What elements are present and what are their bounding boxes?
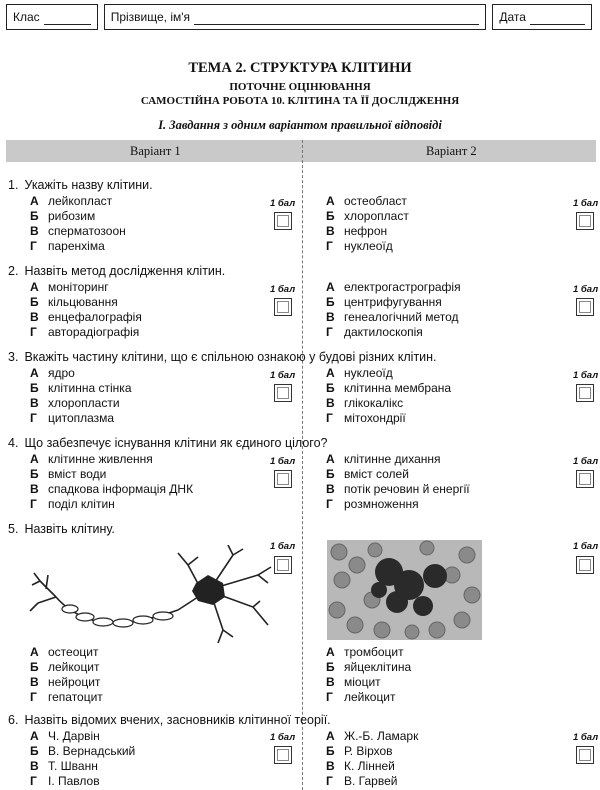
option-letter: А [30, 452, 39, 466]
question-3-text [8, 350, 437, 364]
answer-checkbox[interactable] [576, 212, 594, 230]
answer-option [30, 482, 193, 497]
option-text: хлоропласт [344, 209, 409, 223]
option-text: лейкопласт [48, 194, 113, 208]
score-label: 1 бал [573, 541, 599, 552]
option-text: клітинна мембрана [344, 381, 452, 395]
answer-option [30, 759, 135, 774]
option-text: центрифугування [344, 295, 442, 309]
question-text: Що забезпечує існування клітини як єдиного цілого? [24, 436, 328, 450]
question-4-text [8, 436, 327, 450]
option-text: дактилоскопія [344, 325, 423, 339]
option-letter: Б [30, 381, 39, 395]
answer-option [30, 194, 126, 209]
answer-checkbox[interactable] [576, 470, 594, 488]
option-letter: В [30, 396, 39, 410]
option-text: Т. Шванн [48, 759, 98, 773]
question-number: 3. [8, 350, 19, 364]
answer-option [326, 675, 411, 690]
option-letter: В [326, 224, 335, 238]
variant-bar [6, 140, 596, 162]
option-text: глікокалікс [344, 396, 404, 410]
option-text: цитоплазма [48, 411, 115, 425]
score-label: 1 бал [573, 732, 599, 743]
answer-option [30, 209, 126, 224]
question-5-variant-1-options [30, 645, 103, 705]
answer-option [30, 660, 103, 675]
answer-option [30, 310, 142, 325]
answer-option [326, 660, 411, 675]
option-letter: Г [326, 239, 333, 253]
answer-option [30, 675, 103, 690]
score-label: 1 бал [573, 198, 599, 209]
option-letter: Б [30, 744, 39, 758]
question-number: 4. [8, 436, 19, 450]
question-5-variant-2-options [326, 645, 411, 705]
option-text: хлоропласти [48, 396, 120, 410]
option-letter: Г [326, 774, 333, 788]
option-letter: Б [326, 467, 335, 481]
option-text: електрогастрографія [344, 280, 461, 294]
option-text: енцефалографія [48, 310, 142, 324]
neuron-image [28, 545, 273, 645]
option-letter: Г [326, 690, 333, 704]
option-text: нефрон [344, 224, 388, 238]
score-label: 1 бал [270, 732, 296, 743]
question-text: Назвіть метод дослідження клітин. [24, 264, 226, 278]
option-letter: А [30, 280, 39, 294]
option-text: клітинне живлення [48, 452, 153, 466]
question-text: Назвіть клітину. [24, 522, 115, 536]
class-label: Клас [13, 10, 40, 24]
answer-checkbox[interactable] [576, 746, 594, 764]
answer-option [326, 310, 461, 325]
answer-checkbox[interactable] [576, 556, 594, 574]
answer-option [326, 209, 409, 224]
answer-checkbox[interactable] [274, 298, 292, 316]
date-label: Дата [499, 10, 526, 24]
option-letter: В [30, 224, 39, 238]
option-text: клітинне дихання [344, 452, 441, 466]
class-field[interactable] [6, 4, 98, 30]
answer-option [326, 645, 411, 660]
score-label: 1 бал [573, 370, 599, 381]
answer-option [30, 224, 126, 239]
answer-option [30, 774, 135, 789]
answer-option [326, 295, 461, 310]
option-letter: Г [30, 497, 37, 511]
score-label: 1 бал [270, 198, 296, 209]
option-letter: В [326, 396, 335, 410]
option-text: ядро [48, 366, 75, 380]
option-letter: В [326, 675, 335, 689]
answer-option [326, 224, 409, 239]
blood-smear-image [327, 540, 482, 640]
option-letter: А [326, 366, 335, 380]
option-letter: А [30, 729, 39, 743]
answer-option [30, 452, 193, 467]
option-letter: А [326, 729, 335, 743]
option-letter: Б [326, 209, 335, 223]
option-letter: Б [30, 209, 39, 223]
option-text: авторадіографія [48, 325, 140, 339]
option-text: лейкоцит [344, 690, 396, 704]
answer-checkbox[interactable] [274, 212, 292, 230]
subtitle-work: САМОСТІЙНА РОБОТА 10. КЛІТИНА ТА ЇЇ ДОСЛІДЖЕННЯ [140, 95, 460, 107]
option-letter: В [30, 675, 39, 689]
option-text: остеоцит [48, 645, 99, 659]
answer-option [326, 467, 470, 482]
question-text: Вкажіть частину клітини, що є спільною ознакою у будові різних клітин. [24, 350, 437, 364]
option-text: нейроцит [48, 675, 101, 689]
option-letter: Б [30, 295, 39, 309]
option-letter: А [326, 452, 335, 466]
option-text: розмноження [344, 497, 419, 511]
answer-option [326, 744, 418, 759]
question-6-variant-1-options [30, 729, 135, 789]
name-label: Прізвище, ім'я [110, 10, 191, 24]
option-text: спадкова інформація ДНК [48, 482, 194, 496]
option-letter: Г [30, 239, 37, 253]
question-number: 2. [8, 264, 19, 278]
answer-option [30, 280, 142, 295]
variant-2-label: Варіант 2 [426, 144, 477, 158]
answer-option [326, 729, 418, 744]
option-text: Р. Вірхов [344, 744, 393, 758]
option-text: нуклеоїд [344, 366, 393, 380]
answer-checkbox[interactable] [274, 384, 292, 402]
column-divider [302, 140, 303, 790]
answer-option [30, 467, 193, 482]
answer-option [30, 381, 132, 396]
question-6-text [8, 713, 331, 727]
question-3-variant-2-options [326, 366, 451, 426]
answer-option [30, 645, 103, 660]
option-letter: А [30, 194, 39, 208]
question-text: Укажіть назву клітини. [24, 178, 153, 192]
variant-1-label: Варіант 1 [130, 144, 181, 158]
answer-checkbox[interactable] [274, 746, 292, 764]
option-text: тромбоцит [344, 645, 404, 659]
option-text: сперматозоон [48, 224, 126, 238]
answer-option [326, 381, 451, 396]
subtitle-assessment: ПОТОЧНЕ ОЦІНЮВАННЯ [229, 81, 371, 93]
answer-option [30, 690, 103, 705]
score-label: 1 бал [573, 284, 599, 295]
option-text: І. Павлов [48, 774, 100, 788]
option-letter: Г [326, 411, 333, 425]
answer-checkbox[interactable] [274, 470, 292, 488]
option-text: лейкоцит [48, 660, 100, 674]
option-text: вміст води [48, 467, 107, 481]
question-1-variant-1-options [30, 194, 126, 254]
option-text: моніторинг [48, 280, 109, 294]
option-letter: В [326, 759, 335, 773]
date-field[interactable] [492, 4, 592, 30]
option-letter: А [326, 280, 335, 294]
option-letter: Г [30, 774, 37, 788]
question-2-variant-2-options [326, 280, 461, 340]
option-text: Ч. Дарвін [48, 729, 100, 743]
answer-option [30, 396, 132, 411]
page-title: ТЕМА 2. СТРУКТУРА КЛІТИНИ [188, 60, 412, 76]
answer-option [326, 452, 470, 467]
option-letter: Б [326, 295, 335, 309]
answer-option [30, 366, 132, 381]
question-1-variant-2-options [326, 194, 409, 254]
answer-option [326, 396, 451, 411]
header-row [6, 4, 592, 34]
option-text: клітинна стінка [48, 381, 132, 395]
question-2-text [8, 264, 225, 278]
option-text: потік речовин й енергії [344, 482, 470, 496]
answer-option [326, 194, 409, 209]
score-label: 1 бал [270, 541, 296, 552]
option-text: мітохондрії [344, 411, 406, 425]
question-4-variant-2-options [326, 452, 470, 512]
answer-option [326, 497, 470, 512]
option-text: генеалогічний метод [344, 310, 459, 324]
option-letter: Г [326, 325, 333, 339]
answer-option [326, 690, 411, 705]
question-5-text [8, 522, 115, 536]
answer-checkbox[interactable] [576, 298, 594, 316]
score-label: 1 бал [270, 284, 296, 295]
option-text: гепатоцит [48, 690, 103, 704]
answer-checkbox[interactable] [576, 384, 594, 402]
question-1-text [8, 178, 153, 192]
answer-checkbox[interactable] [274, 556, 292, 574]
score-label: 1 бал [270, 456, 296, 467]
answer-option [326, 366, 451, 381]
question-number: 1. [8, 178, 19, 192]
answer-option [30, 497, 193, 512]
option-text: К. Лінней [344, 759, 395, 773]
option-text: поділ клітин [48, 497, 115, 511]
question-3-variant-1-options [30, 366, 132, 426]
option-letter: Б [326, 660, 335, 674]
score-label: 1 бал [573, 456, 599, 467]
answer-option [30, 325, 142, 340]
option-text: В. Вернадський [48, 744, 136, 758]
option-text: міоцит [344, 675, 381, 689]
answer-option [326, 774, 418, 789]
option-text: вміст солей [344, 467, 409, 481]
option-text: нуклеоїд [344, 239, 393, 253]
option-text: кільцювання [48, 295, 118, 309]
answer-option [30, 744, 135, 759]
option-letter: Б [326, 381, 335, 395]
score-label: 1 бал [270, 370, 296, 381]
option-text: яйцеклітина [344, 660, 412, 674]
question-2-variant-1-options [30, 280, 142, 340]
option-text: В. Гарвей [344, 774, 398, 788]
question-number: 5. [8, 522, 19, 536]
option-letter: В [30, 482, 39, 496]
answer-option [30, 411, 132, 426]
option-letter: Г [30, 411, 37, 425]
option-letter: В [30, 310, 39, 324]
option-text: остеобласт [344, 194, 407, 208]
answer-option [30, 729, 135, 744]
answer-option [326, 239, 409, 254]
option-text: Ж.-Б. Ламарк [344, 729, 419, 743]
answer-option [30, 239, 126, 254]
option-letter: Б [326, 744, 335, 758]
answer-option [326, 759, 418, 774]
answer-option [326, 325, 461, 340]
question-text: Назвіть відомих вчених, засновників клітинної теорії. [24, 713, 331, 727]
question-4-variant-1-options [30, 452, 193, 512]
option-letter: В [326, 310, 335, 324]
option-letter: А [326, 645, 335, 659]
answer-option [326, 280, 461, 295]
answer-option [326, 411, 451, 426]
option-letter: Б [30, 467, 39, 481]
option-letter: В [30, 759, 39, 773]
option-text: паренхіма [48, 239, 105, 253]
option-letter: Г [30, 325, 37, 339]
option-letter: В [326, 482, 335, 496]
task-heading: І. Завдання з одним варіантом правильної відповіді [158, 118, 442, 132]
name-field[interactable] [104, 4, 487, 30]
option-text: рибозим [48, 209, 96, 223]
question-6-variant-2-options [326, 729, 418, 789]
answer-option [326, 482, 470, 497]
option-letter: Б [30, 660, 39, 674]
option-letter: А [30, 366, 39, 380]
option-letter: Г [30, 690, 37, 704]
option-letter: А [30, 645, 39, 659]
question-number: 6. [8, 713, 19, 727]
option-letter: А [326, 194, 335, 208]
answer-option [30, 295, 142, 310]
option-letter: Г [326, 497, 333, 511]
